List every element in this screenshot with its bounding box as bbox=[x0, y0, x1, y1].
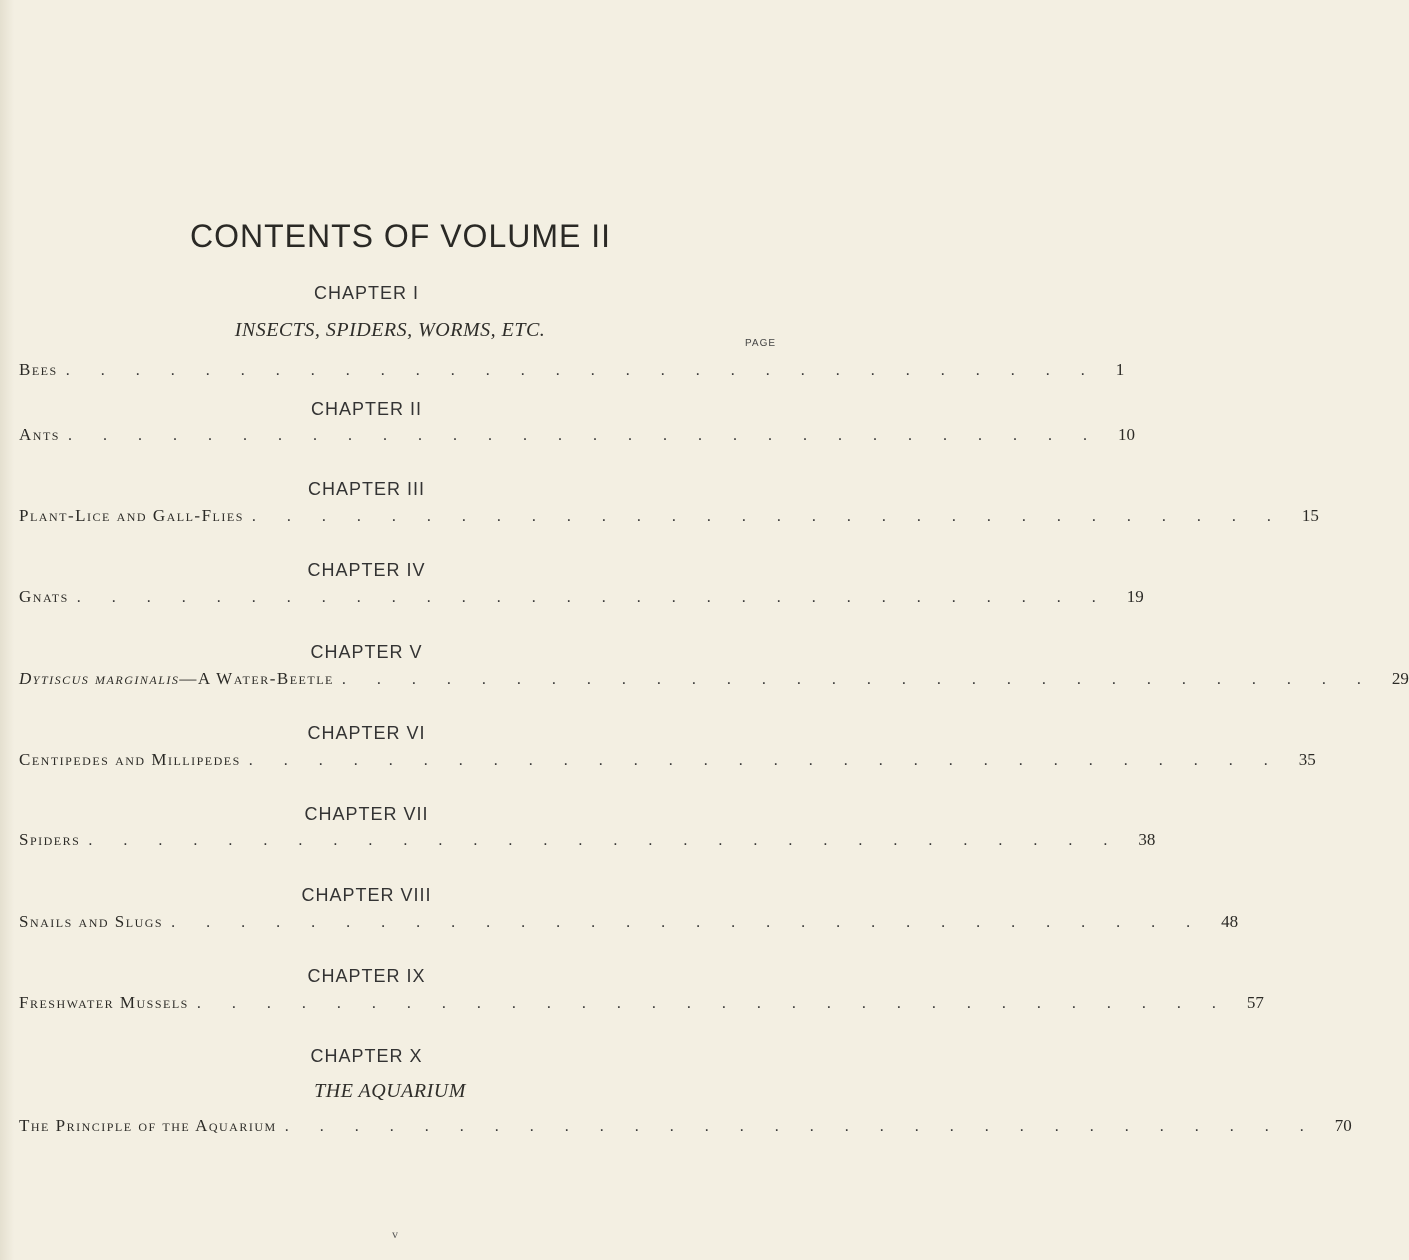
chapter-heading-10: CHAPTER X bbox=[310, 1046, 423, 1066]
dot-leader: .............................. bbox=[248, 752, 1299, 769]
toc-entry-5[interactable] bbox=[19, 669, 1409, 695]
toc-page-number: 15 bbox=[1301, 506, 1319, 525]
chapter-heading-9: CHAPTER IX bbox=[307, 966, 426, 986]
chapter-heading-7: CHAPTER VII bbox=[304, 804, 429, 824]
toc-entry-10[interactable] bbox=[19, 1116, 1352, 1142]
section-subtitle-1: INSECTS, SPIDERS, WORMS, ETC. bbox=[234, 319, 546, 341]
toc-entry-9[interactable] bbox=[19, 993, 1264, 1019]
dot-leader: .............................. bbox=[341, 671, 1392, 688]
chapter-heading-8: CHAPTER VIII bbox=[301, 885, 432, 905]
toc-page-number: 70 bbox=[1334, 1116, 1352, 1135]
section-subtitle-10: THE AQUARIUM bbox=[314, 1080, 466, 1102]
dot-leader: .............................. bbox=[67, 427, 1118, 444]
chapter-heading-3: CHAPTER III bbox=[307, 479, 425, 499]
toc-entry-title: Centipedes and Millipedes bbox=[19, 750, 241, 769]
toc-entry-1[interactable] bbox=[19, 360, 1125, 386]
chapter-heading-6: CHAPTER VI bbox=[307, 723, 426, 743]
dot-leader: .............................. bbox=[251, 508, 1302, 525]
toc-entry-title: Plant-Lice and Gall-Flies bbox=[19, 506, 244, 525]
toc-entry-7[interactable] bbox=[19, 830, 1156, 856]
toc-page-number: 19 bbox=[1126, 587, 1144, 606]
chapter-heading-4: CHAPTER IV bbox=[307, 560, 426, 580]
toc-entry-title: Gnats bbox=[19, 587, 69, 606]
page-edge-shadow bbox=[0, 0, 14, 1260]
toc-entry-4[interactable] bbox=[19, 587, 1144, 613]
page-column-header: PAGE bbox=[745, 338, 777, 349]
toc-entry-title: Snails and Slugs bbox=[19, 912, 164, 931]
dot-leader: .............................. bbox=[88, 832, 1139, 849]
toc-entry-2[interactable] bbox=[19, 425, 1135, 451]
toc-page-number: 48 bbox=[1221, 912, 1239, 931]
toc-page-number: 38 bbox=[1138, 830, 1156, 849]
toc-entry-title: Ants bbox=[19, 425, 60, 444]
toc-entry-title: Freshwater Mussels bbox=[19, 993, 189, 1012]
toc-page-number: 35 bbox=[1298, 750, 1316, 769]
toc-page-number: 57 bbox=[1246, 993, 1264, 1012]
entry-title-rest: —A Water-Beetle bbox=[179, 669, 334, 688]
dot-leader: .............................. bbox=[196, 995, 1247, 1012]
toc-entry-title bbox=[19, 669, 334, 689]
toc-entry-title: Bees bbox=[19, 360, 58, 379]
dot-leader: .............................. bbox=[284, 1118, 1335, 1135]
toc-entry-8[interactable] bbox=[19, 912, 1239, 938]
toc-page-number: 1 bbox=[1115, 360, 1125, 379]
page-folio: v bbox=[392, 1227, 398, 1241]
dot-leader: .............................. bbox=[76, 589, 1127, 606]
species-name-italic: Dytiscus marginalis bbox=[19, 669, 180, 688]
chapter-heading-2: CHAPTER II bbox=[310, 399, 422, 419]
toc-page-number: 10 bbox=[1117, 425, 1135, 444]
dot-leader: .............................. bbox=[65, 362, 1116, 379]
toc-entry-title: Spiders bbox=[19, 830, 81, 849]
toc-entry-title: The Principle of the Aquarium bbox=[19, 1116, 277, 1135]
toc-entry-6[interactable] bbox=[19, 750, 1316, 776]
toc-page-number: 29 bbox=[1391, 669, 1409, 688]
dot-leader: .............................. bbox=[171, 914, 1222, 931]
chapter-heading-1: CHAPTER I bbox=[313, 283, 419, 303]
toc-entry-3[interactable] bbox=[19, 506, 1319, 532]
page-title: CONTENTS OF VOLUME II bbox=[189, 218, 612, 254]
chapter-heading-5: CHAPTER V bbox=[310, 642, 423, 662]
